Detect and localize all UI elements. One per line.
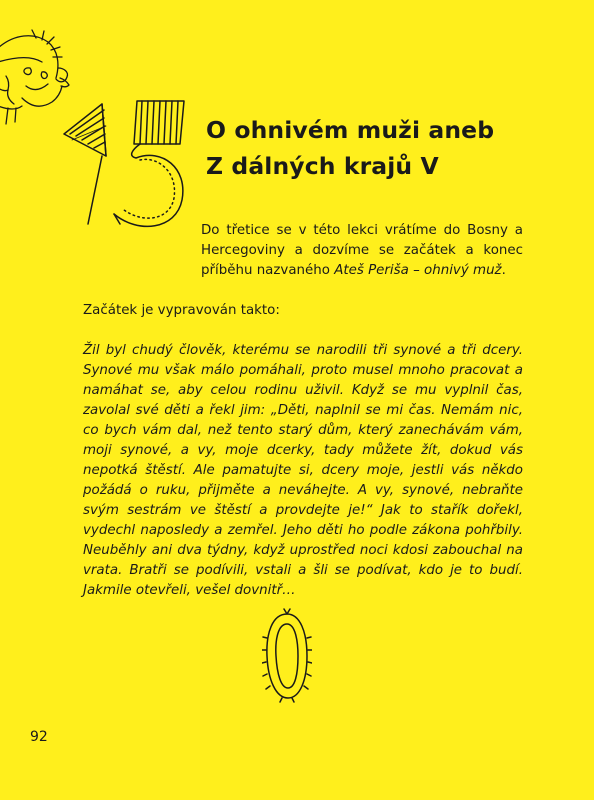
intro-text-end: . xyxy=(501,263,506,278)
page-number: 92 xyxy=(30,729,48,745)
story-title: Ateš Periša – ohnivý muž xyxy=(334,263,502,278)
intro-text: Do třetice se v této lekci vrátíme do Bosny a Hercegoviny a dozvíme se začátek a konec příběhu nazvaného xyxy=(201,223,523,278)
title-line-2: Z dálných krajů V xyxy=(206,152,439,180)
number-0-drawing-icon xyxy=(262,608,312,703)
number-45-drawing-icon xyxy=(62,96,197,231)
lead-in-text: Začátek je vypravován takto: xyxy=(83,303,280,318)
story-paragraph: Žil byl chudý člověk, kterému se narodili tři synové a tři dcery. Synové mu však málo pomáhali, proto musel mnoho pracovat a namáhat se, aby celou rodinu uživil. Když se mu vyplnil čas, zavolal své děti a řekl jim: „Děti, naplnil se mi čas. Nemám nic, co bych vám dal, než tento starý dům, který zanechávám vám, moji synové, a vy, moje dcerky, tady můžete žít, dokud vás nepotká štěstí. Ale pamatujte si, dcery moje, jestli vás někdo požádá o ruku, přijměte a neváhejte. A vy, synové, nebraňte svým sestrám ve štěstí a provdejte je!“ Jak to stařík dořekl, vydechl naposledy a zemřel. Jeho děti ho podle zákona pohřbily. Neuběhly ani dva týdny, když uprostřed noci kdosi zabouchal na vrata. Bratři se podívili, vstali a šli se podívat, kdo je to budí. Jakmile otevřeli, vešel dovnitř… xyxy=(83,343,523,598)
intro-paragraph xyxy=(201,221,523,281)
page-title xyxy=(206,112,576,184)
title-line-1: O ohnivém muži aneb xyxy=(206,116,495,144)
